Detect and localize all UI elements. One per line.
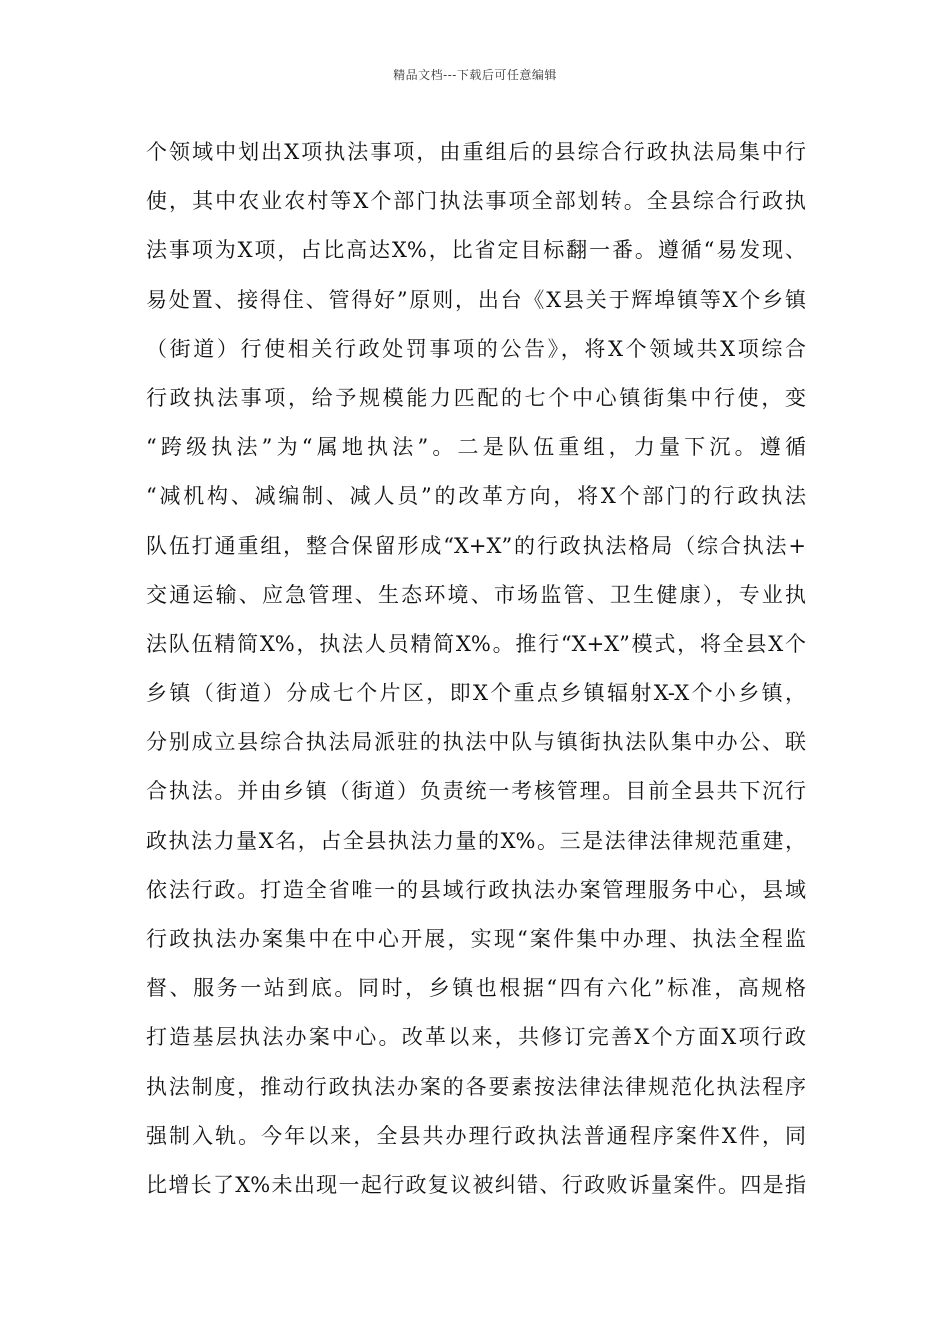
text-line: （街道）行使相关行政处罚事项的公告》，将X个领域共X项综合 — [146, 336, 806, 361]
page-header: 精品文档---下载后可任意编辑 — [393, 68, 557, 82]
text-line: 依法行政。打造全省唯一的县域行政执法办案管理服务中心，县域 — [146, 877, 806, 902]
text-line: 法事项为X项，占比高达X%，比省定目标翻一番。遵循“易发现、 — [146, 238, 806, 263]
text-line: 交通运输、应急管理、生态环境、市场监管、卫生健康），专业执 — [146, 582, 806, 607]
text-line: 乡镇（街道）分成七个片区，即X个重点乡镇辐射X-X个小乡镇， — [146, 681, 806, 706]
text-line: 比增长了X%未出现一起行政复议被纠错、行政败诉量案件。四是指 — [146, 1172, 806, 1197]
text-line: 个领域中划出X项执法事项，由重组后的县综合行政执法局集中行 — [146, 140, 806, 164]
text-line: 政执法力量X名，占全县执法力量的X%。三是法律法律规范重建， — [146, 828, 806, 853]
text-line: 行政执法事项，给予规模能力匹配的七个中心镇街集中行使，变 — [146, 385, 806, 410]
text-line: 强制入轨。今年以来，全县共办理行政执法普通程序案件X件，同 — [146, 1123, 806, 1148]
text-line: 使，其中农业农村等X个部门执法事项全部划转。全县综合行政执 — [146, 189, 806, 214]
text-line: 队伍打通重组，整合保留形成“X+X”的行政执法格局（综合执法+ — [146, 533, 806, 558]
text-line: 合执法。并由乡镇（街道）负责统一考核管理。目前全县共下沉行 — [146, 779, 806, 804]
text-line: 易处置、接得住、管得好”原则，出台《X县关于辉埠镇等X个乡镇 — [146, 287, 806, 312]
text-line: “跨级执法”为“属地执法”。二是队伍重组，力量下沉。遵循 — [146, 435, 806, 460]
text-line: 行政执法办案集中在中心开展，实现“案件集中办理、执法全程监 — [146, 927, 806, 951]
text-line: 督、服务一站到底。同时，乡镇也根据“四有六化”标准，高规格 — [146, 976, 806, 1001]
body-paragraph — [146, 128, 806, 1210]
text-line: 执法制度，推动行政执法办案的各要素按法律法律规范化执法程序 — [146, 1074, 806, 1099]
text-line: “减机构、减编制、减人员”的改革方向，将X个部门的行政执法 — [146, 484, 806, 509]
text-line: 法队伍精简X%，执法人员精简X%。推行“X+X”模式，将全县X个 — [146, 631, 806, 656]
text-line: 打造基层执法办案中心。改革以来，共修订完善X个方面X项行政 — [146, 1025, 806, 1050]
text-line: 分别成立县综合执法局派驻的执法中队与镇街执法队集中办公、联 — [146, 730, 806, 755]
